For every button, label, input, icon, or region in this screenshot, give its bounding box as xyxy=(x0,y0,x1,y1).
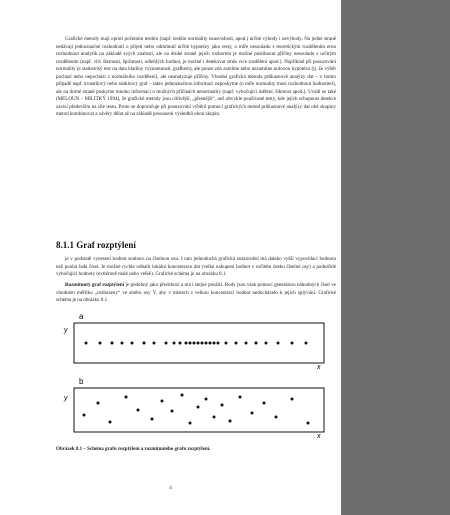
viewer-background xyxy=(341,0,450,515)
panel-a-point xyxy=(205,342,208,345)
panel-b-point xyxy=(109,421,112,424)
panel-a-point xyxy=(179,342,182,345)
panel-b-point xyxy=(97,402,100,405)
intro-paragraph xyxy=(56,36,336,119)
jitter-description xyxy=(56,282,336,305)
panel-b-point xyxy=(307,422,310,425)
figure-caption: Obrázek 8.1 – Schéma grafu rozptýlení a rozmítnutého grafu rozptýlení. xyxy=(56,447,211,452)
panel-a-point xyxy=(217,342,220,345)
panel-b-point xyxy=(251,412,254,415)
panel-a-point xyxy=(305,342,308,345)
panel-b-point xyxy=(137,409,140,412)
panel-b-y-label: y xyxy=(64,395,68,402)
panel-a-point xyxy=(235,342,238,345)
panel-b-point xyxy=(83,414,86,417)
panel-a-point xyxy=(245,342,248,345)
panel-a-points xyxy=(85,342,308,345)
panel-a-point xyxy=(111,342,114,345)
panel-a-point xyxy=(121,342,124,345)
panel-b-point xyxy=(221,404,224,407)
panel-b-point xyxy=(213,416,216,419)
panel-a-point xyxy=(193,342,196,345)
panel-a-point xyxy=(201,342,204,345)
panel-a-point xyxy=(209,342,212,345)
panel-a-point xyxy=(173,342,176,345)
panel-b-point xyxy=(263,402,266,405)
panel-a-label: a xyxy=(79,312,84,321)
panel-b-x-label: x xyxy=(317,433,321,440)
paragraph-grafické-metody: Grafické metody mají oproti početním testům (např. testům normality neasvisIosti, apod.) určité výhody i nevýhody. Na jedné straně nedávají jednoznačné rozhodnutí o přijetí nebo odmítnutí určité hypotézy jako testy, o míře nesouladu s teoretickým rozdělením ernu rozhodnout analytik na základě svých znalostí, ale na druhé straně jejich rozborem je možné postihnout příčiny nesouladu s určitým rozdělením (např. vliv šikmosti, špičatosti, odlehlých hodnot, je možné i detekovat směs více rozdělení apod.). Například při posuzování normality je statistický test na data hladiny významnosti, grafkem), ale pouze zda zamítne nebo nezamítne nulovou hypotézu (tj. že výběr pochází nebo nepochází z normálního rozdělení), ale neanalyzuje příčiny. Vhodná grafická metoda průkaznově analýzy dat – v tomto případě např. kvantilový nebo rankitový graf – takto jednoznačnou informaci neposkytne (o míře normality musí rozhodnout hodnotitel), ale na druhé straně poskytne mnoho informací o možných příčinách nenormality (např. vybočující měření, šikmost apod.). Uvádí se také (MELOUN – MILITKÝ 1994), že grafické metody jsou citlivější, „přesnější“, než obvykle používané testy, kde jejich schopnost detekce závisí především na síle testu. Proto se doporučuje při posuzování výběrů pomocí grafických metod průkaznové analýzy dat obě skupiny metod kombinovat a závěry dělat až na základě posouzení výsledků obou skupin. xyxy=(56,36,336,117)
panel-b-point xyxy=(151,418,154,421)
panel-a-point xyxy=(165,342,168,345)
paragraph-graf-rozptyleni: je v podstatě vynesení hodnot souboru na číselnou osu. I tato jednoduchá grafická znázornění má daleko vyšší vypovídací hodnotu než pouhá řada čísel. Je možné rychle odhalit lokální koncentrace dat (velké nakupení hodnot v určitém úseku číselné osy) a podezřelé vybočující hodnoty (extrémně malé nebo velké). Grafické schéma je na obrázku 8.1. xyxy=(56,256,336,277)
panel-a-point xyxy=(197,342,200,345)
panel-b-point xyxy=(189,422,192,425)
page-number: 4 xyxy=(169,485,172,491)
panel-a-point xyxy=(185,342,188,345)
panel-a-point xyxy=(265,342,268,345)
panel-a-point xyxy=(213,342,216,345)
panel-b-frame xyxy=(74,388,324,432)
panel-a-y-label: y xyxy=(64,327,68,334)
scatter-description xyxy=(56,256,336,279)
panel-a-x-label: x xyxy=(317,364,321,371)
panel-a-point xyxy=(99,342,102,345)
panel-a-point xyxy=(189,342,192,345)
panel-b-point xyxy=(125,396,128,399)
scatter-figure xyxy=(56,311,338,441)
panel-a-point xyxy=(85,342,88,345)
panel-a-point xyxy=(131,342,134,345)
panel-b-point xyxy=(197,406,200,409)
panel-b-points xyxy=(83,394,310,425)
panel-b-label: b xyxy=(79,377,84,386)
panel-a-point xyxy=(153,342,156,345)
panel-b-point xyxy=(275,416,278,419)
panel-a-point xyxy=(143,342,146,345)
panel-a-point xyxy=(277,342,280,345)
panel-b-point xyxy=(205,398,208,401)
panel-b-point xyxy=(229,420,232,423)
term-rozmitnuty: Rozmítnutý graf rozptýlení xyxy=(65,282,125,288)
paragraph-rozmitnuty-text: je podobný jako předchozí a má i stejné použití. Body jsou však pomocí generátoru náhodných čísel ve vhodném měřítku „rozhozeny“ ve směru osy Y, aby v místech s velkou koncentrací hodnot nedocházelo k jejich splývání. Grafické schéma je na obrázku 8.1. xyxy=(56,282,336,303)
paragraph-rozmitnuty xyxy=(56,282,336,305)
panel-b-point xyxy=(239,396,242,399)
panel-b-point xyxy=(171,410,174,413)
panel-a-point xyxy=(225,342,228,345)
panel-a-point xyxy=(255,342,258,345)
panel-b-point xyxy=(291,398,294,401)
panel-b-point xyxy=(181,394,184,397)
panel-b-point xyxy=(161,400,164,403)
section-heading: 8.1.1 Graf rozptýlení xyxy=(56,240,136,250)
panel-a-point xyxy=(291,342,294,345)
